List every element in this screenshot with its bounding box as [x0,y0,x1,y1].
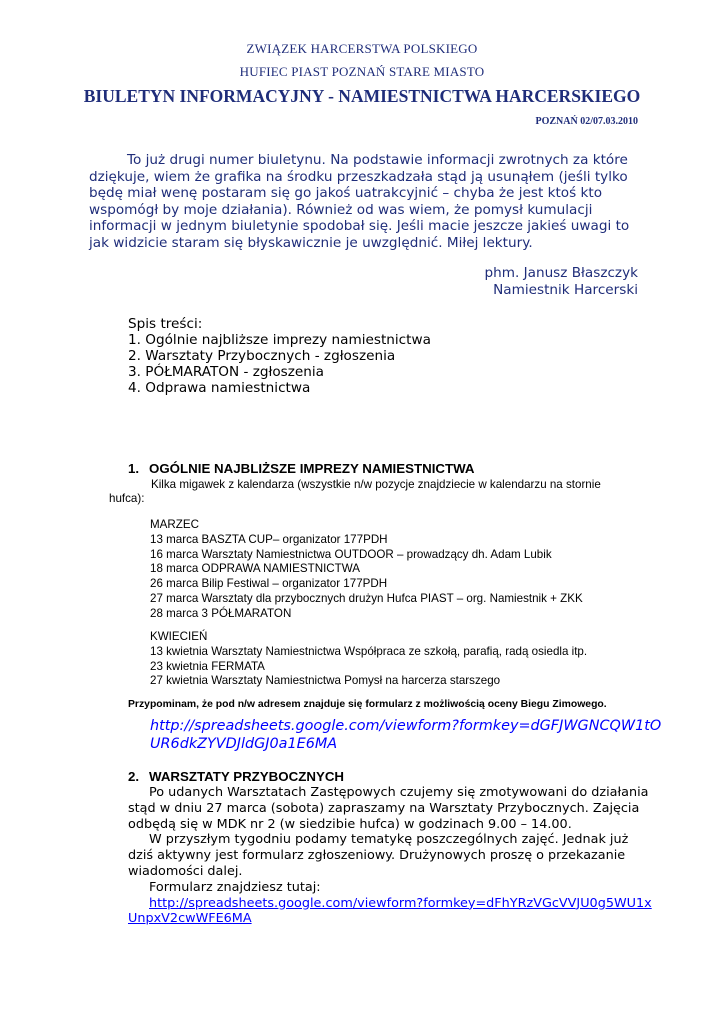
org-name: ZWIĄZEK HARCERSTWA POLSKIEGO [246,41,478,56]
link-line[interactable]: UR6dkZYVDJldGJ0a1E6MA [150,735,338,752]
toc-heading: Spis treści: [128,316,203,332]
toc-item: 2. Warsztaty Przybocznych - zgłoszenia [128,348,396,364]
registration-link[interactable]: UnpxV2cwWFE6MA [128,911,252,927]
bulletin-title: BIULETYN INFORMACYJNY - NAMIESTNICTWA HARCERSKIEGO [83,86,641,106]
calendar-item: 18 marca ODPRAWA NAMIESTNICTWA [150,562,360,576]
body-line: wiadomości dalej. [128,863,243,879]
calendar-april [150,630,587,689]
body-line: Po udanych Warsztatach Zastępowych czujemy się zmotywowani do działania [149,785,649,800]
calendar-item: 28 marca 3 PÓŁMARATON [150,606,292,620]
survey-link[interactable] [150,718,661,753]
month-label: MARZEC [150,518,199,531]
section-2-body [128,785,652,927]
calendar-item: 16 marca Warsztaty Namiestnictwa OUTDOOR – prowadzący dh. Adam Lubik [150,547,552,561]
signature-name: phm. Janusz Błaszczyk [484,265,638,281]
section-number: 2. [128,769,140,784]
body-line: W przyszłym tygodniu podamy tematykę poszczególnych zajęć. Jednak już [149,832,629,848]
body-line: dziś aktywny jest formularz zgłoszeniowy. Drużynowych proszę o przekazanie [128,848,626,864]
dateline: POZNAŃ 02/07.03.2010 [535,116,638,127]
survey-reminder: Przypominam, że pod n/w adresem znajduje się formularz z możliwością oceny Biegu Zimowego. [128,699,607,710]
toc-item: 1. Ogólnie najbliższe imprezy namiestnictwa [128,332,431,348]
toc-item: 3. PÓŁMARATON - zgłoszenia [128,364,324,380]
unit-name: HUFIEC PIAST POZNAŃ STARE MIASTO [239,64,485,79]
body-line: stąd w dniu 27 marca (sobota) zapraszamy na Warsztaty Przybocznych. Zajęcia [128,800,640,816]
calendar-item: 27 marca Warsztaty dla przybocznych drużyn Hufca PIAST – org. Namiestnik + ZKK [150,591,583,605]
registration-link[interactable]: http://spreadsheets.google.com/viewform?formkey=dFhYRzVGcVVJU0g5WU1x [149,895,652,911]
subtitle-line: Kilka migawek z kalendarza (wszystkie n/w pozycje znajdziecie w kalendarzu na stornie [151,478,601,491]
month-label: KWIECIEŃ [150,630,208,643]
calendar-march [150,518,583,622]
intro-paragraph [89,152,639,252]
section-1-subtitle [109,478,629,506]
body-line: Formularz znajdziesz tutaj: [149,879,321,895]
link-line[interactable]: http://spreadsheets.google.com/viewform?formkey=dGFJWGNCQW1tO [150,718,662,734]
calendar-item: 27 kwietnia Warsztaty Namiestnictwa Pomysł na harcerza starszego [150,674,501,688]
section-2-heading [128,769,344,784]
calendar-item: 13 marca BASZTA CUP– organizator 177PDH [150,532,388,546]
calendar-item: 26 marca Bilip Festiwal – organizator 177PDH [150,577,388,591]
section-title: WARSZTATY PRZYBOCZNYCH [149,769,345,784]
signature-role: Namiestnik Harcerski [493,282,638,298]
calendar-item: 23 kwietnia FERMATA [150,659,265,673]
subtitle-line: hufca): [109,492,145,506]
body-line: odbędą się w MDK nr 2 (w siedzibie hufca) w godzinach 9.00 – 14.00. [128,816,572,832]
toc-item: 4. Odprawa namiestnictwa [128,380,311,396]
section-number: 1. [128,461,140,476]
calendar-item: 13 kwietnia Warsztaty Namiestnictwa Współpraca ze szkołą, parafią, radą osiedla itp. [150,644,588,658]
section-title: OGÓLNIE NAJBLIŻSZE IMPREZY NAMIESTNICTWA [149,461,475,476]
table-of-contents [128,316,431,396]
intro-text: To już drugi numer biuletynu. Na podstawie informacji zwrotnych za które dziękuje, wiem że grafika na środku przeszkadzała stąd ją usunąłem (jeśli tylko będę miał wenę postaram się go jakoś uatrakcyjnić – chyba że jest ktoś kto wspomógł by moje działania). Również od was wiem, że pomysł kumulacji informacji w jednym biuletynie spodobał się. Jeśli macie jeszcze jakieś uwagi to jak widzicie staram się błyskawicznie je uwzględnić. Miłej lektury. [89,152,630,251]
section-1-heading [128,461,475,476]
